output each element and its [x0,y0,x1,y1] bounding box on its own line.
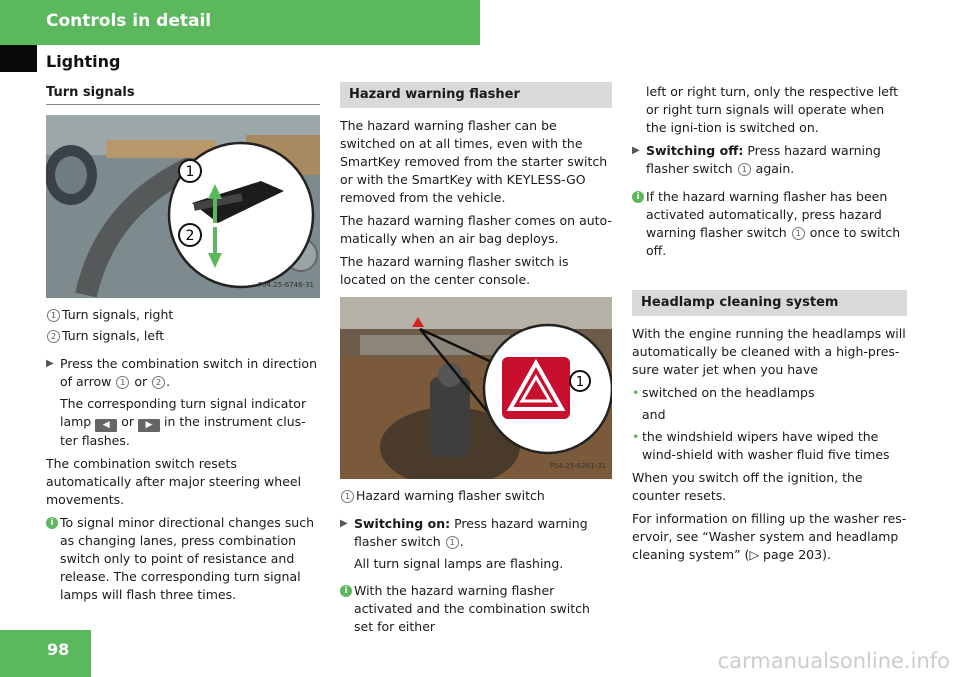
headlamp-paragraph: For information on filling up the washer res-ervoir, see “Washer system and headlamp cleaning system” (▷ page 203). [632,511,907,562]
info-text: To signal minor directional changes such as changing lanes, press combination switch only to point of resistance and release. The corresponding turn signal lamps will flash three times. [60,515,315,602]
bullet-dot: • [632,385,640,400]
center-console-illustration [340,297,612,479]
callout-number: 1 [792,227,805,240]
info-continued: left or right turn, only the respective left or right turn signals will operate when the igni-tion is switched on. [646,84,899,135]
hazard-paragraph: The hazard warning flasher switch is located on the center console. [340,254,569,287]
instruction-step [632,142,907,178]
callout-number: 1 [738,163,751,176]
lamp-or: or [121,414,135,429]
page-number-box [0,630,91,677]
svg-text:1: 1 [185,164,195,180]
hazard-paragraph: The hazard warning flasher comes on auto-matically when an air bag deploys. [340,213,612,246]
callout-number: 1 [116,376,129,389]
info-text: With the hazard warning flasher activated and the combination switch set for either [354,583,590,634]
hazard-figure [340,297,612,479]
step-text: Press the combination switch in direction of arrow [60,356,317,389]
step-text-end: again. [755,161,795,176]
info-icon: i [340,585,352,597]
step-label: Switching off: [646,143,744,158]
info-note [340,582,612,636]
info-text-end: once to switch off. [646,225,901,258]
step-arrow-icon: ▶ [46,358,54,369]
reset-paragraph: The combination switch resets automatically after major steering wheel movements. [46,456,302,507]
svg-text:1: 1 [575,375,585,390]
header-bar [0,0,480,45]
left-turn-lamp-icon: ◀ [95,419,117,432]
step-text: Press hazard warning flasher switch [646,143,881,176]
legend-item [46,306,320,324]
column-turn-signals [46,84,320,604]
step-arrow-icon: ▶ [340,518,348,529]
legend-text: Turn signals, right [62,307,174,322]
info-note [46,514,320,604]
chapter-title: Controls in detail [46,11,212,31]
lamp-text: in the instrument clus-ter flashes. [60,414,306,448]
info-icon: i [46,517,58,529]
callout-number: 2 [152,376,165,389]
legend-text: Turn signals, left [62,328,165,343]
watermark: carmanualsonline.info [717,649,950,673]
section-marker [0,45,37,72]
figure-code: P54.25-6746-31 [257,281,314,289]
svg-text:2: 2 [185,228,195,244]
headlamp-paragraph: With the engine running the headlamps will automatically be cleaned with a high-pres-sure water jet when you have [632,326,906,377]
legend-item [340,487,612,505]
callout-number: 1 [47,309,60,322]
instruction-step: ▶ Switching on: Press hazard warning flasher switch 1 . [340,516,588,549]
bullet-item [632,428,907,464]
page-number: 98 [47,640,70,659]
bullet-dot: • [632,429,640,444]
lamp-note [46,395,320,450]
bullet-text: switched on the headlamps [642,385,815,400]
section-title: Lighting [46,52,121,71]
step-label: Switching on: [354,516,451,531]
column-headlamp-cleaning [632,83,907,569]
figure-code: P54.25-6281-31 [549,462,606,470]
info-icon: i [632,191,644,203]
info-text: If the hazard warning flasher has been activated automatically, press hazard warning flasher switch [646,189,888,240]
legend-item [46,327,320,345]
right-turn-lamp-icon: ▶ [138,419,160,432]
column-hazard-flasher [340,82,612,636]
instruction-step: ▶ Press the combination switch in direction of arrow 1 or 2 . [46,356,317,389]
step-result: All turn signal lamps are flashing. [354,556,564,571]
hazard-heading: Hazard warning flasher [340,82,612,108]
callout-number: 2 [47,330,60,343]
legend-text: Hazard warning flasher switch [356,488,545,503]
turn-signal-figure [46,115,320,298]
step-arrow-icon: ▶ [632,145,640,156]
and-text: and [642,407,666,422]
lamp-text: The corresponding turn signal indicator lamp [60,396,307,429]
step-or: or [134,374,148,389]
turn-signals-heading: Turn signals [46,84,320,105]
callout-number: 1 [341,490,354,503]
combination-switch-illustration [46,115,320,298]
headlamp-heading: Headlamp cleaning system [632,290,907,316]
bullet-item [632,384,907,402]
info-note [632,188,907,260]
bullet-text: the windshield wipers have wiped the wind-shield with washer fluid five times [642,429,890,462]
hazard-paragraph: The hazard warning flasher can be switched on at all times, even with the SmartKey removed from the starter switch or with the SmartKey with KEYLESS-GO removed from the vehicle. [340,118,608,205]
step-text: Press hazard warning flasher switch [354,516,588,549]
headlamp-paragraph: When you switch off the ignition, the counter resets. [632,470,863,503]
callout-number: 1 [446,536,459,549]
